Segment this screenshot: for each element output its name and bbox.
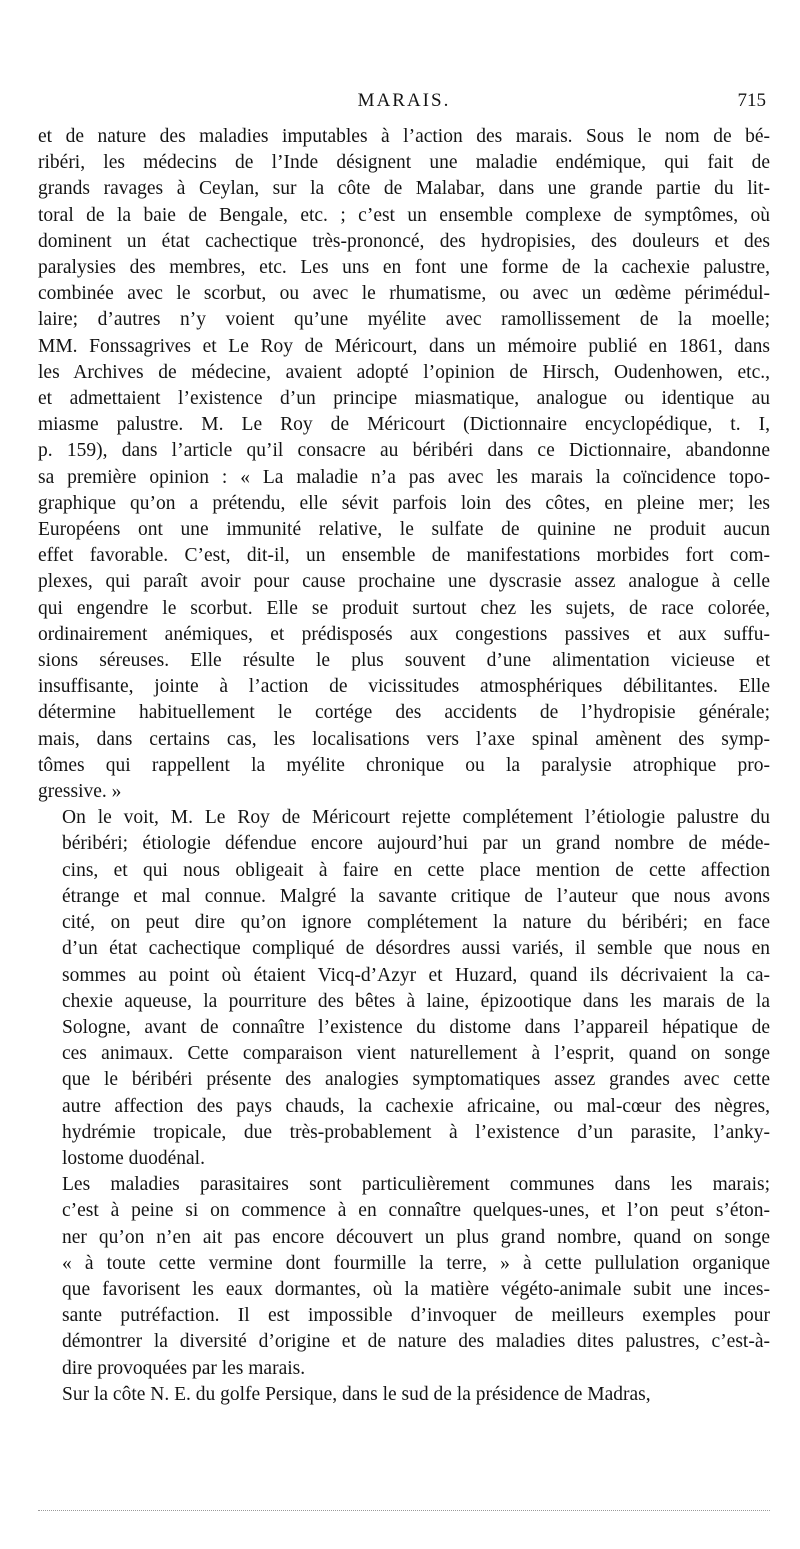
text-line: et de nature des maladies imputables à l’action des marais. Sous le nom de bé- [38,126,770,147]
text-line: dire provoquées par les marais. [62,1357,306,1379]
text-line: insuffisante, jointe à l’action de vicissitudes atmosphériques débilitantes. Elle [38,676,770,698]
text-line: démontrer la diversité d’origine et de nature des maladies dites palustres, c’est-à- [62,1331,770,1353]
text-line: hydrémie tropicale, due très-probablement à l’existence d’un parasite, l’anky- [62,1121,770,1143]
text-line: cins, et qui nous obligeait à faire en cette place mention de cette affection [62,859,770,881]
text-line: détermine habituellement le cortége des accidents de l’hydropisie générale; [38,702,770,724]
text-line: sommes au point où étaient Vicq-d’Azyr et Huzard, quand ils décrivaient la ca- [62,964,770,986]
page-header [38,90,770,120]
text-line: chexie aqueuse, la pourriture des bêtes à laine, épizootique dans les marais de la [62,990,770,1012]
paragraph [38,124,770,805]
body-text [38,124,770,1408]
text-line: mais, dans certains cas, les localisations vers l’axe spinal amènent des symp- [38,728,770,750]
text-line: grands ravages à Ceylan, sur la côte de Malabar, dans une grande partie du lit- [38,178,770,200]
text-line: Européens ont une immunité relative, le sulfate de quinine ne produit aucun [38,519,770,541]
paragraph [38,1172,770,1382]
text-line: gressive. » [38,781,122,803]
paragraph [38,805,770,1172]
text-line: plexes, qui paraît avoir pour cause prochaine une dyscrasie assez analogue à celle [38,571,770,593]
text-line: étrange et mal connue. Malgré la savante critique de l’auteur que nous avons [62,885,770,907]
text-line: c’est à peine si on commence à en connaître quelques-unes, et l’on peut s’éton- [62,1200,770,1222]
paragraph [38,1382,770,1408]
running-title: MARAIS. [357,90,451,111]
text-line: sions séreuses. Elle résulte le plus souvent d’une alimentation vicieuse et [38,650,770,672]
text-line: MM. Fonssagrives et Le Roy de Méricourt, dans un mémoire publié en 1861, dans [38,335,770,357]
text-line: sante putréfaction. Il est impossible d’invoquer de meilleurs exemples pour [62,1305,770,1327]
text-line: et admettaient l’existence d’un principe miasmatique, analogue ou identique au [38,388,770,410]
text-line: autre affection des pays chauds, la cachexie africaine, ou mal-cœur des nègres, [62,1095,770,1117]
text-line: tômes qui rappellent la myélite chronique ou la paralysie atrophique pro- [38,754,770,776]
text-line: p. 159), dans l’article qu’il consacre au béribéri dans ce Dictionnaire, abandonne [38,440,770,462]
text-line: que favorisent les eaux dormantes, où la matière végéto-animale subit une inces- [62,1278,770,1300]
text-line: Sologne, avant de connaître l’existence du distome dans l’appareil hépatique de [62,1016,770,1038]
text-line: les Archives de médecine, avaient adopté l’opinion de Hirsch, Oudenhowen, etc., [38,361,770,383]
text-line: On le voit, M. Le Roy de Méricourt rejette complétement l’étiologie palustre du [62,807,770,829]
text-line: d’un état cachectique compliqué de désordres aussi variés, il semble que nous en [62,938,770,960]
text-line: toral de la baie de Bengale, etc. ; c’est un ensemble complexe de symptômes, où [38,204,770,226]
text-line: lostome duodénal. [62,1147,205,1169]
text-line: laire; d’autres n’y voient qu’une myélite avec ramollissement de la moelle; [38,309,770,331]
text-line: dominent un état cachectique très-prononcé, des hydropisies, des douleurs et des [38,230,770,252]
text-line: « à toute cette vermine dont fourmille la terre, » à cette pullulation organique [62,1252,770,1274]
text-line: ces animaux. Cette comparaison vient naturellement à l’esprit, quand on songe [62,1043,770,1065]
text-line: combinée avec le scorbut, ou avec le rhumatisme, ou avec un œdème périmédul- [38,283,770,305]
text-line: paralysies des membres, etc. Les uns en font une forme de la cachexie palustre, [38,257,770,279]
text-line: que le béribéri présente des analogies symptomatiques assez grandes avec cette [62,1069,770,1091]
text-line: graphique qu’on a prétendu, elle sévit parfois loin des côtes, en pleine mer; les [38,492,770,514]
text-line: effet favorable. C’est, dit-il, un ensemble de manifestations morbides fort com- [38,545,770,567]
text-line: ribéri, les médecins de l’Inde désignent une maladie endémique, qui fait de [38,152,770,174]
footer-rule [38,1510,770,1511]
text-line: qui engendre le scorbut. Elle se produit surtout chez les sujets, de race colorée, [38,597,770,619]
text-line: sa première opinion : « La maladie n’a pas avec les marais la coïncidence topo- [38,466,770,488]
text-line: ner qu’on n’en ait pas encore découvert un plus grand nombre, quand on songe [62,1226,770,1248]
text-line: miasme palustre. M. Le Roy de Méricourt (Dictionnaire encyclopédique, t. I, [38,414,770,436]
text-line: Sur la côte N. E. du golfe Persique, dans le sud de la présidence de Madras, [62,1383,651,1405]
text-line: ordinairement anémiques, et prédisposés aux congestions passives et aux suffu- [38,623,770,645]
text-line: cité, on peut dire qu’on ignore complétement la nature du béribéri; en face [62,912,770,934]
page-number: 715 [737,90,766,111]
text-line: béribéri; étiologie défendue encore aujourd’hui par un grand nombre de méde- [62,833,770,855]
text-line: Les maladies parasitaires sont particulièrement communes dans les marais; [62,1174,770,1196]
